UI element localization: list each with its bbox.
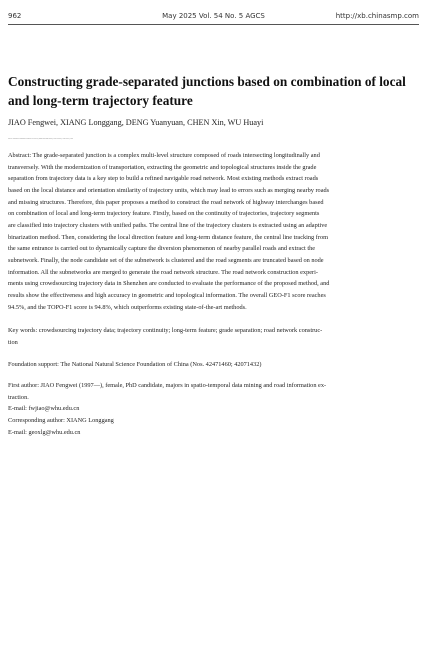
keywords-line: tion	[8, 338, 18, 346]
journal-url: http://xb.chinasmp.com	[335, 12, 419, 20]
header-rule	[8, 24, 419, 25]
abstract-line: ments using crowdsourcing trajectory data in Shenzhen are conducted to evaluate the performance of the proposed method, and	[8, 280, 330, 288]
running-header	[8, 12, 419, 24]
page-number: 962	[8, 12, 22, 20]
abstract-line: information. All the subnetworks are merged to generate the road network structure. The road network construction experi-	[8, 268, 318, 276]
author-list: JIAO Fengwei, XIANG Longgang, DENG Yuanyuan, CHEN Xin, WU Huayi	[8, 118, 264, 127]
abstract-line: Abstract: The grade-separated junction is a complex multi-level structure composed of roads intersecting longitudinally and	[8, 152, 320, 159]
journal-info: May 2025 Vol. 54 No. 5 AGCS	[162, 12, 265, 20]
keywords	[8, 325, 421, 348]
abstract-line: subnetwork. Finally, the node candidate set of the subnetwork is clustered and the road segments are truncated based on node	[8, 256, 324, 264]
abstract-line: on combination of local and long-term trajectory feature. Firstly, based on the continuity of trajectories, trajectory segments	[8, 210, 320, 218]
foundation-line: Foundation support: The National Natural Science Foundation of China (Nos. 42471460; 42071432)	[8, 361, 262, 368]
keywords-line: Key words: crowdsourcing trajectory data; trajectory continuity; long-term feature; grade separation; road network construc-	[8, 327, 323, 334]
abstract-line: transversely. With the modernization of transportation, extracting the geometric and topological structures inside the grade	[8, 163, 317, 171]
abstract-line: are classified into trajectory clusters with unified paths. The central line of the trajectory clusters is extracted using an adaptive	[8, 221, 328, 229]
abstract-line: separation from trajectory data is a key step to build a refined navigable road network. Most existing methods extract roads	[8, 175, 319, 183]
abstract-line: 94.5%, and the TOPO-F1 score is 94.8%, which outperforms existing state-of-the-art methods.	[8, 303, 247, 311]
abstract-line: the same entrance is carried out to dynamically capture the diversion phenomenon of nearby parallel roads and extract the	[8, 245, 316, 253]
abstract-line: and missing structures. Therefore, this paper proposes a method to construct the road network of highway interchanges based	[8, 198, 324, 206]
paper-title: Constructing grade-separated junctions based on combination of local and long-term trajectory feature	[8, 74, 406, 108]
affiliation: State Key Laboratory of Information Engineering in Surveying, Mapping and Remote Sensing, Wuhan University, Wuhan 430079, China	[8, 139, 73, 140]
foundation-support	[8, 359, 421, 371]
first-author-line: First author: JIAO Fengwei (1997—), female, PhD candidate, majors in spatio-temporal data mining and road information ex-	[8, 382, 327, 389]
corresponding-author: Corresponding author: XIANG Longgang	[8, 416, 114, 424]
abstract	[8, 150, 421, 313]
author-notes	[8, 380, 421, 438]
abstract-line: results show the effectiveness and high accuracy in geometric and topological information. The overall GEO-F1 score reaches	[8, 291, 326, 299]
corresponding-author-email: E-mail: geoxlg@whu.edu.cn	[8, 428, 81, 436]
first-author-email: E-mail: fwjiao@whu.edu.cn	[8, 405, 80, 413]
first-author-line: traction.	[8, 393, 29, 401]
abstract-line: based on the local distance and orientation similarity of trajectory units, which may lead to errors such as merging nearby roads	[8, 186, 330, 194]
abstract-line: binarization method. Then, considering the local direction feature and long-term distance feature, the central line tracking from	[8, 233, 329, 241]
